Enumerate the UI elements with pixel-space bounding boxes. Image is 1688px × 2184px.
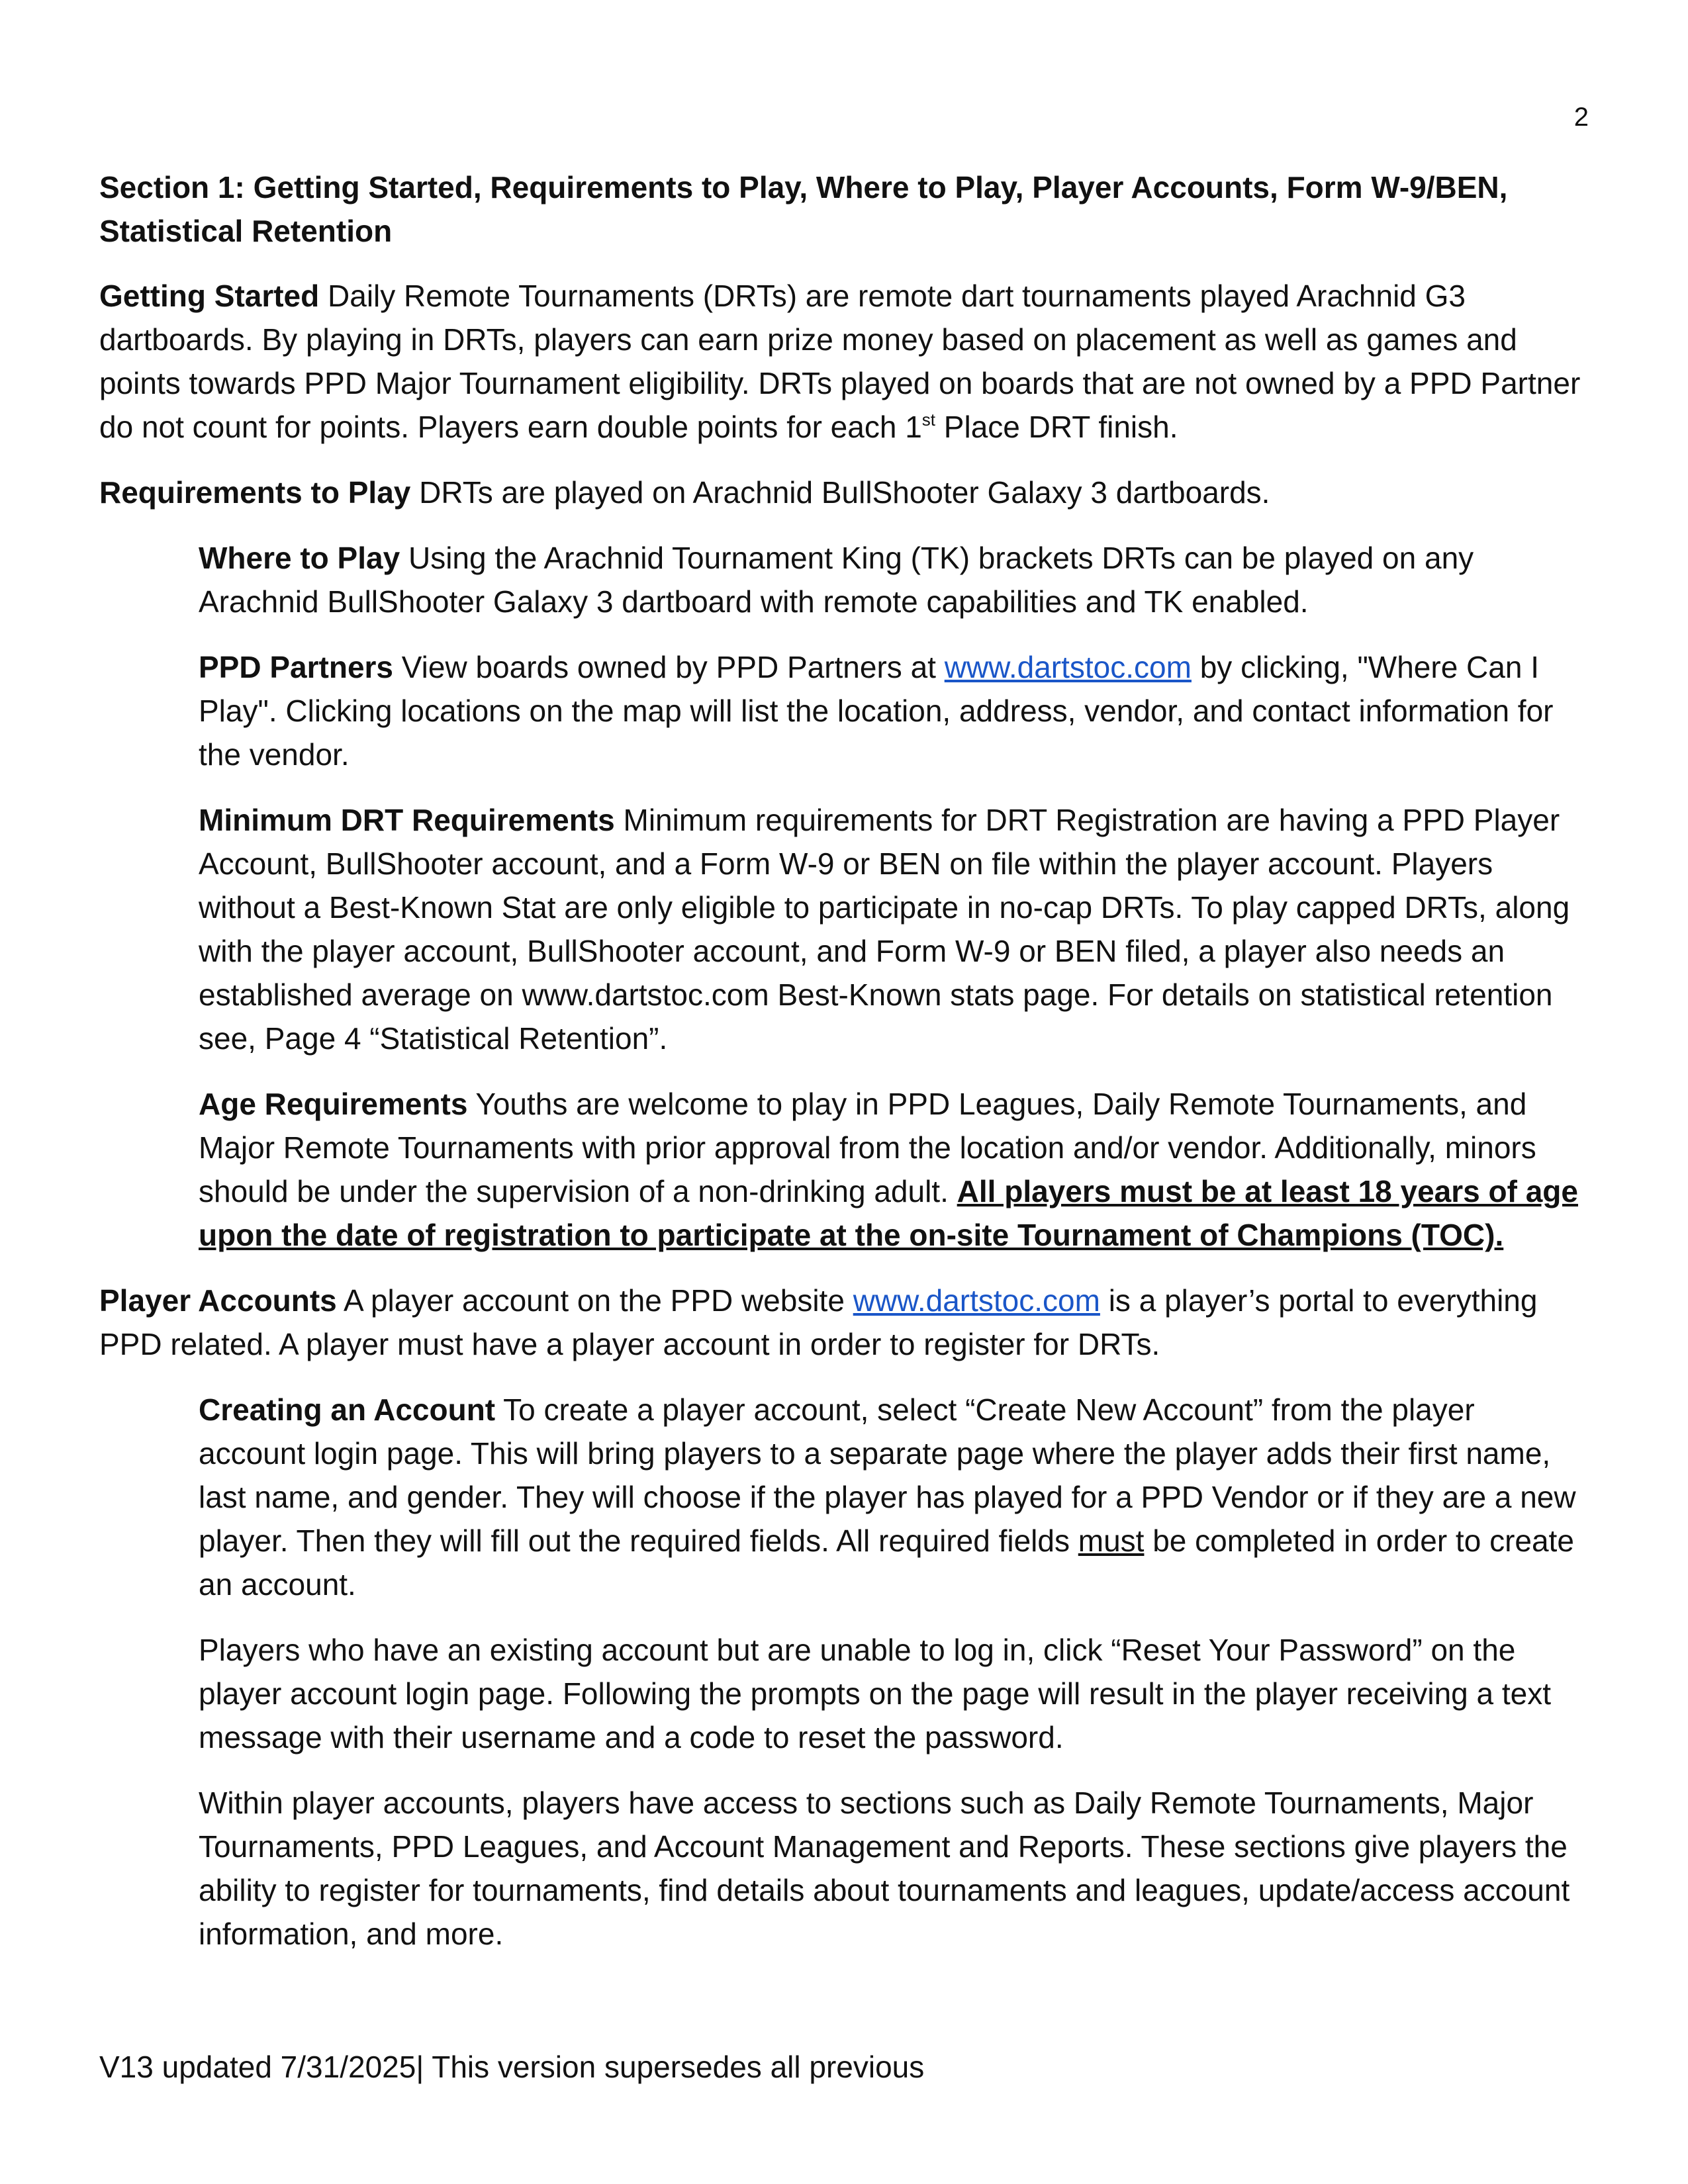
ppd-partners-text-end: by clicking, "Where Can I Play". Clicking locations on the map will list the location, address, vendor, and contact information for the vendor. [199,650,1554,772]
requirements-text: DRTs are played on Arachnid BullShooter Galaxy 3 dartboards. [410,475,1270,510]
ppd-partners-heading: PPD Partners [199,650,394,684]
creating-account-paragraph [199,1388,1589,1606]
getting-started-paragraph [99,274,1589,449]
minimum-requirements-heading: Minimum DRT Requirements [199,803,615,837]
getting-started-heading: Getting Started [99,279,320,313]
creating-account-text-end: be completed in order to create an account. [199,1524,1574,1602]
requirements-paragraph [99,471,1589,514]
page-number: 2 [1573,103,1589,132]
ppd-partners-paragraph [199,645,1589,776]
version-footer: V13 updated 7/31/2025| This version supersedes all previous [99,2050,925,2084]
minimum-requirements-paragraph [199,798,1589,1060]
getting-started-text: Daily Remote Tournaments (DRTs) are remote dart tournaments played Arachnid G3 dartboards. By playing in DRTs, players can earn prize money based on placement as well as games and points towards PPD Major Tournament eligibility. DRTs played on boards that are not owned by a PPD Partner do not count for points. Players earn double points for each 1 [99,279,1581,444]
age-requirements-heading: Age Requirements [199,1087,468,1121]
player-accounts-text-end: is a player’s portal to everything PPD related. A player must have a player account in order to register for DRTs. [99,1283,1538,1361]
where-to-play-text: Using the Arachnid Tournament King (TK) brackets DRTs can be played on any Arachnid BullShooter Galaxy 3 dartboard with remote capabilities and TK enabled. [199,541,1474,619]
section-title: Section 1: Getting Started, Requirements to Play, Where to Play, Player Accounts, Form W-9/BEN, Statistical Retention [99,170,1508,248]
dartstoc-link[interactable]: www.dartstoc.com [944,650,1192,684]
player-accounts-text: A player account on the PPD website [336,1283,853,1318]
age-requirements-text: Youths are welcome to play in PPD Leagues, Daily Remote Tournaments, and Major Remote Tournaments with prior approval from the location and/or vendor. Additionally, minors should be under the supervision of a non-drinking adult. [199,1087,1536,1208]
minimum-requirements-text: Minimum requirements for DRT Registration are having a PPD Player Account, BullShooter account, and a Form W-9 or BEN on file within the player account. Players without a Best-Known Stat are only eligible to participate in no-cap DRTs. To play capped DRTs, along with the player account, BullShooter account, and Form W-9 or BEN filed, a player also needs an established average on www.dartstoc.com Best-Known stats page. For details on statistical retention see, Page 4 “Statistical Retention”. [199,803,1570,1056]
ppd-partners-text: View boards owned by PPD Partners at [393,650,945,684]
account-sections-paragraph: Within player accounts, players have access to sections such as Daily Remote Tournaments, Major Tournaments, PPD Leagues, and Account Management and Reports. These sections give players the ability to register for tournaments, find details about tournaments and leagues, update/access account information, and more. [199,1786,1570,1951]
requirements-heading: Requirements to Play [99,475,411,510]
player-accounts-heading: Player Accounts [99,1283,337,1318]
ordinal-suffix: st [921,410,936,430]
reset-password-paragraph: Players who have an existing account but are unable to log in, click “Reset Your Password” on the player account login page. Following the prompts on the page will result in the player receiving a text message with their username and a code to reset the password. [199,1633,1552,1754]
creating-account-heading: Creating an Account [199,1392,496,1427]
player-accounts-paragraph [99,1279,1589,1366]
creating-account-text: To create a player account, select “Create New Account” from the player account login page. This will bring players to a separate page where the player adds their first name, last name, and gender. They will choose if the player has played for a PPD Vendor or if they are a new player. Then they will fill out the required fields. All required fields [199,1392,1576,1558]
where-to-play-heading: Where to Play [199,541,400,575]
age-requirements-paragraph [199,1082,1589,1257]
dartstoc-link[interactable]: www.dartstoc.com [853,1283,1100,1318]
document-body [99,165,1589,1978]
age-requirements-emphasis: All players must be at least 18 years of age upon the date of registration to participate at the on-site Tournament of Champions (TOC). [199,1174,1578,1252]
must-underlined: must [1078,1524,1145,1558]
getting-started-text-end: Place DRT finish. [935,410,1178,444]
where-to-play-paragraph [199,536,1589,623]
